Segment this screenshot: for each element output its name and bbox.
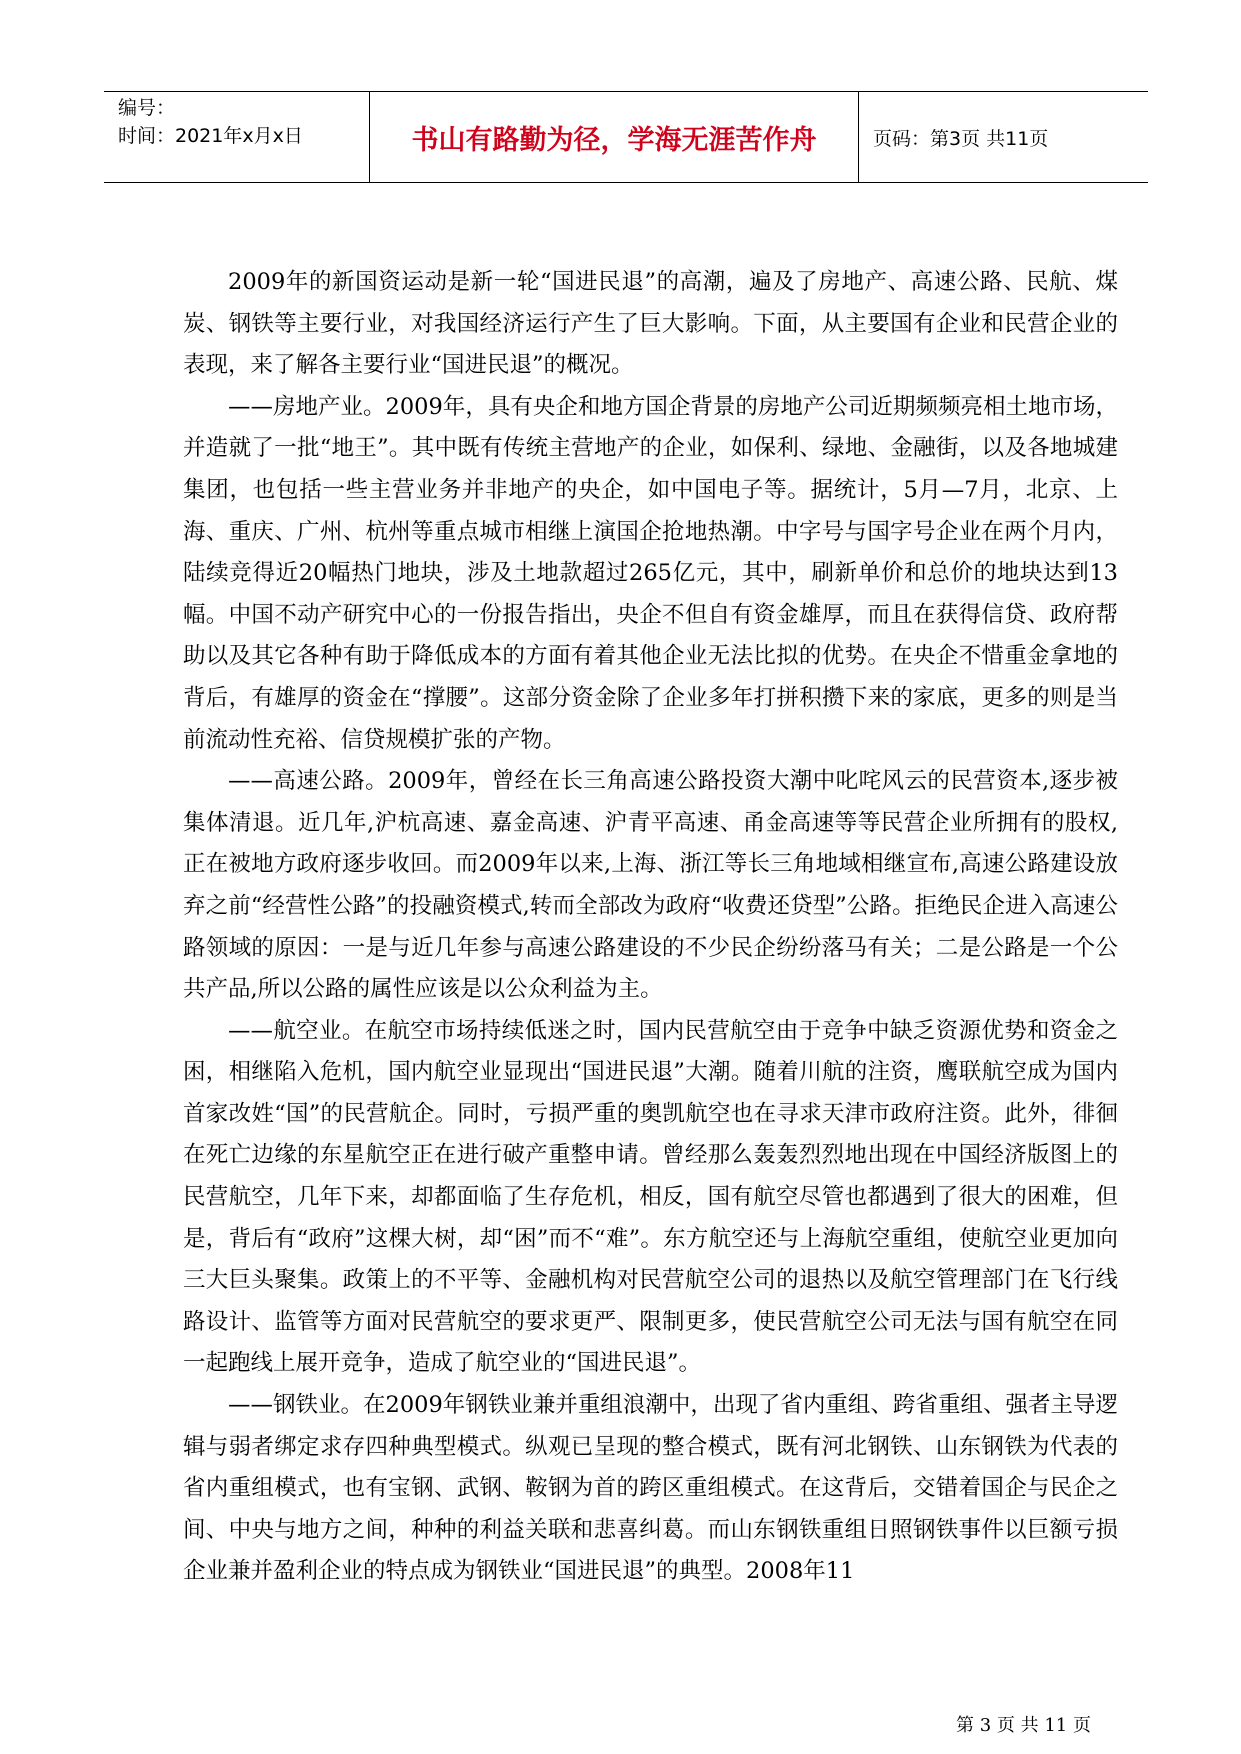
footer-page-number: 第 3 页 共 11 页 [956, 1715, 1091, 1736]
paragraph-aviation [183, 1011, 1118, 1385]
page-label: 页码：第3页 共11页 [873, 127, 1049, 150]
page-footer [956, 1711, 1091, 1737]
paragraph-text: 2009年，曾经在长三角高速公路投资大潮中叱咤风云的民营资本,逐步被集体清退。近几年,沪杭高速、嘉金高速、沪青平高速、甬金高速等等民营企业所拥有的股权,正在被地方政府逐步收回。而2009年以来,上海、浙江等长三角地域相继宣布,高速公路建设放弃之前“经营性公路”的投融资模式,转而全部改为政府“收费还贷型”公路。拒绝民企进入高速公路领域的原因：一是与近几年参与高速公路建设的不少民企纷纷落马有关；二是公路是一个公共产品,所以公路的属性应该是以公众利益为主。 [183, 768, 1118, 1003]
section-title-steel: ——钢铁业。 [228, 1392, 364, 1419]
paragraph-text: 2009年，具有央企和地方国企背景的房地产公司近期频频亮相土地市场，并造就了一批“地王”。其中既有传统主营地产的企业，如保利、绿地、金融街，以及各地城建集团，也包括一些主营业务并非地产的央企，如中国电子等。据统计，5月—7月，北京、上海、重庆、广州、杭州等重点城市相继上演国企抢地热潮。中字号与国字号企业在两个月内，陆续竞得近20幅热门地块，涉及土地款超过265亿元，其中，刷新单价和总价的地块达到13幅。中国不动产研究中心的一份报告指出，央企不但自有资金雄厚，而且在获得信贷、政府帮助以及其它各种有助于降低成本的方面有着其他企业无法比拟的优势。在央企不惜重金拿地的背后，有雄厚的资金在“撑腰”。这部分资金除了企业多年打拼积攒下来的家底，更多的则是当前流动性充裕、信贷规模扩张的产物。 [183, 393, 1118, 753]
section-title-highway: ——高速公路。 [228, 768, 389, 795]
motto-text: 书山有路勤为径，学海无涯苦作舟 [411, 124, 817, 156]
time-label: 时间：2021年x月x日 [118, 125, 303, 147]
number-label: 编号： [118, 97, 176, 119]
paragraph-real-estate [183, 387, 1118, 761]
header-meta-cell [104, 92, 370, 182]
paragraph-steel [183, 1385, 1118, 1593]
header-page-cell [859, 92, 1148, 182]
paragraph-intro [183, 262, 1118, 387]
document-header [104, 91, 1148, 183]
paragraph-text: 在2009年钢铁业兼并重组浪潮中，出现了省内重组、跨省重组、强者主导逻辑与弱者绑定求存四种典型模式。纵观已呈现的整合模式，既有河北钢铁、山东钢铁为代表的省内重组模式，也有宝钢、武钢、鞍钢为首的跨区重组模式。在这背后，交错着国企与民企之间、中央与地方之间，种种的利益关联和悲喜纠葛。而山东钢铁重组日照钢铁事件以巨额亏损企业兼并盈利企业的特点成为钢铁业“国进民退”的典型。2008年11 [183, 1392, 1118, 1585]
paragraph-highway [183, 761, 1118, 1011]
document-body [183, 262, 1118, 1593]
paragraph-text: 在航空市场持续低迷之时，国内民营航空由于竞争中缺乏资源优势和资金之困，相继陷入危机，国内航空业显现出“国进民退”大潮。随着川航的注资，鹰联航空成为国内首家改姓“国”的民营航企。同时，亏损严重的奥凯航空也在寻求天津市政府注资。此外，徘徊在死亡边缘的东星航空正在进行破产重整申请。曾经那么轰轰烈烈地出现在中国经济版图上的民营航空，几年下来，却都面临了生存危机，相反，国有航空尽管也都遇到了很大的困难，但是，背后有“政府”这棵大树，却“困”而不“难”。东方航空还与上海航空重组，使航空业更加向三大巨头聚集。政策上的不平等、金融机构对民营航空公司的退热以及航空管理部门在飞行线路设计、监管等方面对民营航空的要求更严、限制更多，使民营航空公司无法与国有航空在同一起跑线上展开竞争，造成了航空业的“国进民退”。 [183, 1017, 1118, 1377]
paragraph-text: 2009年的新国资运动是新一轮“国进民退”的高潮，遍及了房地产、高速公路、民航、煤炭、钢铁等主要行业，对我国经济运行产生了巨大影响。下面，从主要国有企业和民营企业的表现，来了解各主要行业“国进民退”的概况。 [183, 269, 1118, 379]
section-title-real-estate: ——房地产业。 [228, 393, 386, 420]
header-motto-cell [370, 92, 859, 182]
section-title-aviation: ——航空业。 [228, 1017, 365, 1044]
